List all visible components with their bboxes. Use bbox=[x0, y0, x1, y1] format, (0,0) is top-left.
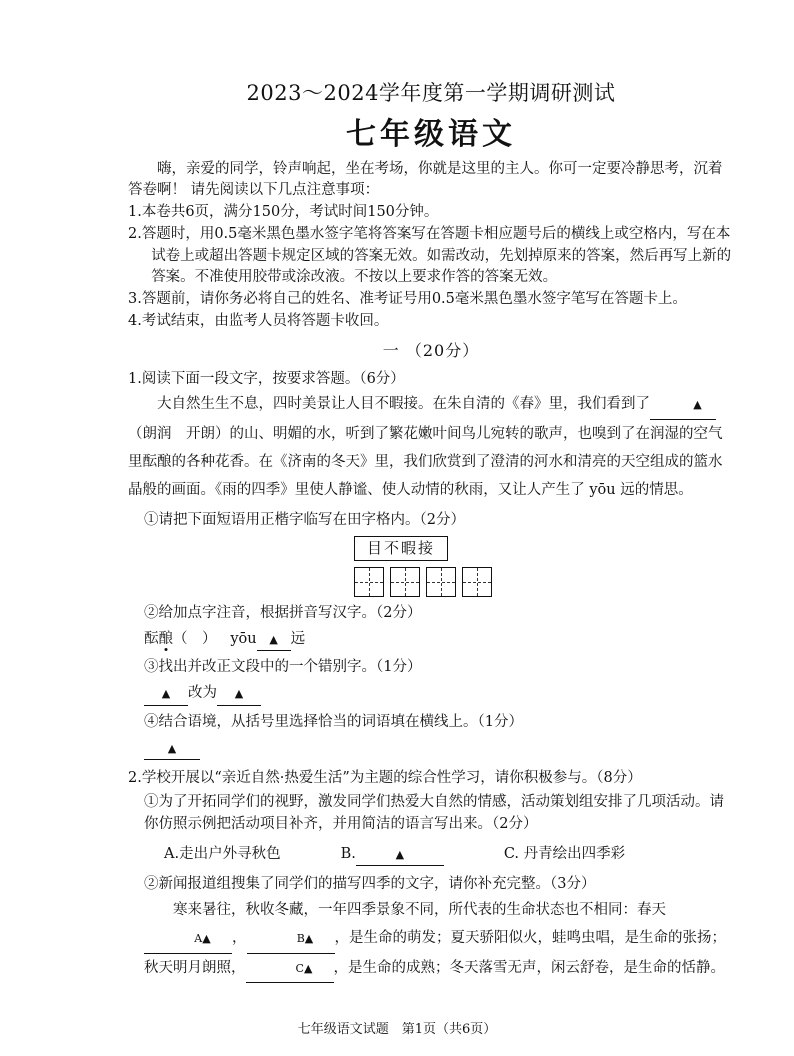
question-1-sub-3: ③找出并改正文段中的一个错别字。（1分） bbox=[144, 659, 422, 676]
note-2: 2.答题时，用0.5毫米黑色墨水签字笔将答案写在答题卡相应题号后的横线上或空格内，写在本试卷上或超出答题卡规定区域的答案无效。如需改动，先划掉原来的答案，然后再写上新的答案。不准使用胶带或涂改液。不按以上要求作答的答案无效。 bbox=[128, 225, 732, 286]
option-c: C. 丹青绘出四季彩 bbox=[503, 845, 626, 862]
blank-b[interactable]: B▲ bbox=[247, 924, 335, 953]
tian-grid-cell[interactable] bbox=[462, 567, 492, 597]
triangle-marker: ▲ bbox=[693, 398, 702, 412]
question-1-sub-1: ①请把下面短语用正楷字临写在田字格内。（2分） bbox=[144, 512, 465, 529]
tian-grid-row bbox=[354, 567, 734, 597]
blank-c[interactable]: C▲ bbox=[246, 954, 334, 983]
wrong-char-blank[interactable]: ▲ bbox=[144, 683, 188, 706]
question-1-passage bbox=[128, 390, 734, 504]
option-a: A.走出户外寻秋色 bbox=[164, 845, 281, 862]
note-4: 4.考试结束，由监考人员将答题卡收回。 bbox=[128, 312, 389, 329]
blank-a[interactable]: A▲ bbox=[144, 924, 232, 953]
question-1-sub-3-answer: ▲ 改为 ▲ bbox=[144, 683, 734, 706]
note-1: 1.本卷共6页，满分150分，考试时间150分钟。 bbox=[128, 204, 439, 220]
intro-greeting: 嗨，亲爱的同学，铃声响起，坐在考场，你就是这里的主人。你可一定要冷静思考，沉着答卷啊！ 请先阅读以下几点注意事项： bbox=[128, 160, 723, 199]
phrase-box: 目不暇接 bbox=[354, 536, 448, 561]
word-choice-blank[interactable]: ▲ bbox=[144, 738, 200, 761]
passage-part-b: （朗润 开朗）的山、明媚的水，听到了繁花嫩叶间鸟儿宛转的歌声，也嗅到了在润湿的空气里酝酿的各种花香。在《济南的冬天》里，我们欣赏到了澄清的河水和清亮的天空组成的篮水晶般的画面。《雨的四季》里使人静谧、使人动情的秋雨，又让人产生了 yōu 远的情思。 bbox=[128, 425, 723, 499]
pinyin-paren-blank[interactable]: （ ） bbox=[173, 630, 217, 647]
subject-title: 七年级语文 bbox=[346, 116, 516, 152]
passage-part-a: 大自然生生不息，四时美景让人目不暇接。在朱自清的《春》里，我们看到了 bbox=[157, 396, 650, 413]
activity-options bbox=[164, 844, 734, 867]
option-b: B. ▲ bbox=[341, 844, 444, 867]
question-2-sub-2-passage: 寒来暑往，秋收冬藏，一年四季景象不同，所代表的生命状态也不相同：春天A▲ ， B▲ ，是生命的萌发；夏天骄阳似火，蛙鸣虫唱，是生命的张扬；秋天明月朗照， C▲ ，是生命的成熟；冬天落雪无声，闲云舒卷，是生命的恬静。 bbox=[144, 896, 734, 983]
page-footer: 七年级语文试题 第1页（共6页） bbox=[297, 1022, 497, 1037]
tian-grid-cell[interactable] bbox=[426, 567, 456, 597]
hanzi-blank[interactable]: ▲ bbox=[257, 629, 291, 652]
question-1-title: 1.阅读下面一段文字，按要求答题。（6分） bbox=[128, 370, 405, 387]
question-1-sub-2-answer: 酝酿（ ） yōu ▲ 远 bbox=[144, 629, 734, 652]
option-b-blank[interactable]: ▲ bbox=[356, 844, 444, 867]
pinyin-text: yōu bbox=[230, 630, 257, 647]
exam-title: 2023～2024学年度第一学期调研测试 bbox=[246, 81, 616, 105]
section-heading: 一 （20分） bbox=[382, 340, 480, 360]
note-3: 3.答题前，请你务必将自己的姓名、准考证号用0.5毫米黑色墨水签字笔写在答题卡上。 bbox=[128, 291, 687, 307]
question-1-sub-4: ④结合语境，从括号里选择恰当的词语填在横线上。（1分） bbox=[144, 713, 523, 730]
question-1-sub-2: ②给加点字注音，根据拼音写汉字。（2分） bbox=[144, 604, 422, 621]
question-2-sub-2: ②新闻报道组搜集了同学们的描写四季的文字，请你补充完整。（3分） bbox=[144, 876, 596, 893]
correct-char-blank[interactable]: ▲ bbox=[217, 683, 261, 706]
question-1-sub-4-answer bbox=[144, 738, 734, 761]
phrase-box-wrapper bbox=[354, 536, 734, 561]
tian-grid-cell[interactable] bbox=[354, 567, 384, 597]
tian-grid-cell[interactable] bbox=[390, 567, 420, 597]
question-2-sub-1: ①为了开拓同学们的视野，激发同学们热爱大自然的情感，活动策划组安排了几项活动。请你仿照示例把活动项目补齐，并用简洁的语言写出来。（2分） bbox=[144, 794, 724, 832]
question-2-title: 2.学校开展以“亲近自然·热爱生活”为主题的综合性学习，请你积极参与。（8分） bbox=[128, 770, 642, 787]
dotted-character: 酿 bbox=[158, 630, 173, 647]
answer-blank[interactable] bbox=[650, 390, 716, 419]
